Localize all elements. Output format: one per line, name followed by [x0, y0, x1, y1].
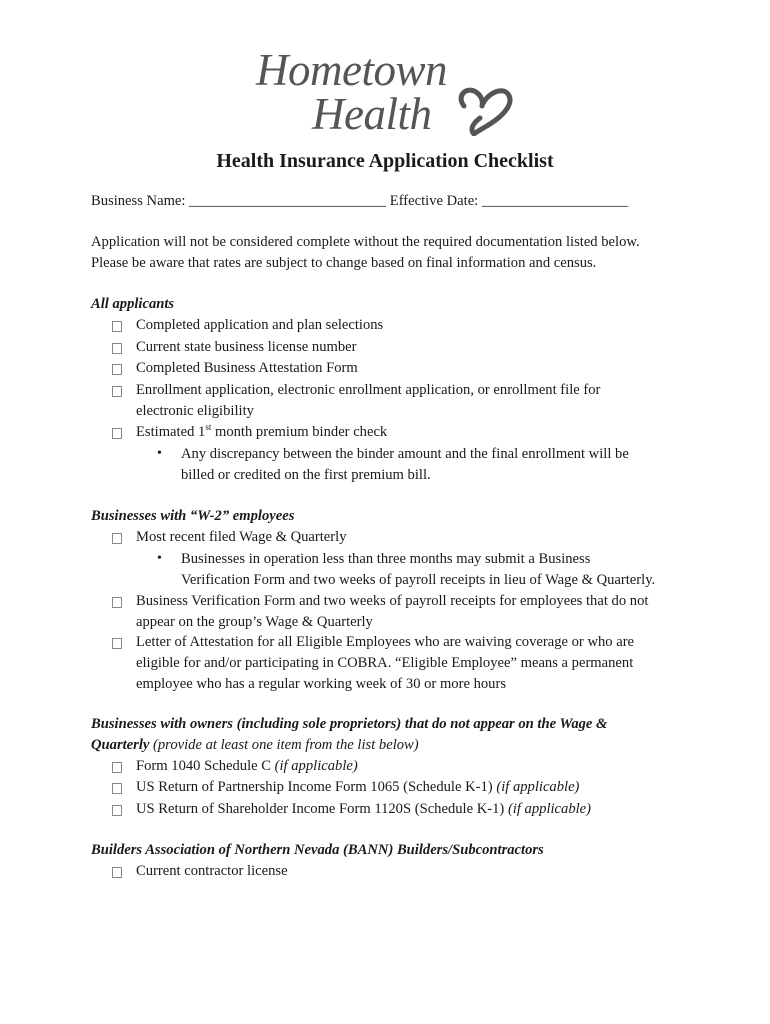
checklist-item-continued: eligible for and/or participating in COBRA. “Eligible Employee” means a permanent — [136, 655, 634, 671]
section-heading-bann: Builders Association of Northern Nevada (BANN) Builders/Subcontractors — [91, 842, 544, 858]
checkbox[interactable] — [112, 805, 122, 816]
binder-superscript: st — [205, 422, 212, 433]
checklist-item — [136, 758, 358, 775]
checklist-item: Business Verification Form and two weeks of payroll receipts for employees that do not — [136, 593, 649, 609]
checklist-item: Completed application and plan selections — [136, 317, 384, 333]
page-title: Health Insurance Application Checklist — [216, 150, 554, 172]
checklist-item-continued: appear on the group’s Wage & Quarterly — [136, 614, 373, 630]
business-name-field[interactable]: ___________________________ — [189, 193, 387, 209]
item-text: US Return of Shareholder Income Form 1120S (Schedule K-1) — [136, 801, 508, 817]
hometown-health-logo — [250, 44, 530, 144]
item-note: (if applicable) — [507, 801, 592, 817]
checklist-item-continued: electronic eligibility — [136, 403, 254, 419]
bullet-text: Any discrepancy between the binder amount and the final enrollment will be — [181, 446, 629, 462]
effective-date-label: Effective Date: — [389, 193, 479, 209]
logo-line-1: Hometown — [256, 45, 447, 95]
intro-line: Application will not be considered complete without the required documentation listed below. — [91, 234, 640, 250]
checklist-item: Enrollment application, electronic enrollment application, or enrollment file for — [136, 382, 601, 398]
bullet-text: Businesses in operation less than three months may submit a Business — [181, 551, 591, 567]
checkbox[interactable] — [112, 597, 122, 608]
bullet-icon: • — [157, 446, 162, 461]
checkbox[interactable] — [112, 533, 122, 544]
business-fields-row — [91, 193, 628, 210]
intro-line: Please be aware that rates are subject to change based on final information and census. — [91, 255, 597, 271]
checklist-item: Current state business license number — [136, 339, 357, 355]
checklist-item: Current contractor license — [136, 863, 288, 879]
checkbox[interactable] — [112, 386, 122, 397]
bullet-icon: • — [157, 551, 162, 566]
checkbox[interactable] — [112, 321, 122, 332]
section-heading-w2: Businesses with “W-2” employees — [91, 508, 295, 524]
checklist-item: Letter of Attestation for all Eligible Employees who are waiving coverage or who are — [136, 634, 635, 650]
business-name-label: Business Name: — [91, 193, 186, 209]
section-heading-owners: Businesses with owners (including sole proprietors) that do not appear on the Wage & — [91, 716, 608, 732]
checklist-item: Completed Business Attestation Form — [136, 360, 358, 376]
checkbox[interactable] — [112, 343, 122, 354]
checklist-item-binder-check — [136, 424, 387, 441]
checkbox[interactable] — [112, 364, 122, 375]
logo-line-2: Health — [312, 89, 432, 139]
item-text: US Return of Partnership Income Form 1065 (Schedule K-1) — [136, 779, 497, 795]
checklist-item-continued: employee who has a regular working week of 30 or more hours — [136, 676, 507, 692]
checklist-item — [136, 779, 579, 796]
binder-prefix: Estimated 1 — [136, 424, 206, 440]
item-note: (if applicable) — [496, 779, 580, 795]
bullet-text: billed or credited on the first premium bill. — [181, 467, 431, 483]
heart-icon — [450, 84, 516, 136]
owners-heading-bold: Quarterly — [91, 737, 150, 753]
item-text: Form 1040 Schedule C — [136, 758, 275, 774]
checklist-item — [136, 801, 591, 818]
section-heading-all-applicants: All applicants — [91, 296, 175, 312]
item-note: (if applicable) — [274, 758, 358, 774]
checkbox[interactable] — [112, 762, 122, 773]
section-heading-owners-continued — [91, 737, 419, 754]
owners-heading-note: (provide at least one item from the list below) — [149, 737, 419, 753]
checkbox[interactable] — [112, 867, 122, 878]
checkbox[interactable] — [112, 428, 122, 439]
binder-suffix: month premium binder check — [211, 424, 388, 440]
checklist-item: Most recent filed Wage & Quarterly — [136, 529, 347, 545]
checkbox[interactable] — [112, 783, 122, 794]
bullet-text: Verification Form and two weeks of payroll receipts in lieu of Wage & Quarterly. — [181, 572, 656, 588]
checkbox[interactable] — [112, 638, 122, 649]
effective-date-field[interactable]: ____________________ — [481, 193, 628, 209]
